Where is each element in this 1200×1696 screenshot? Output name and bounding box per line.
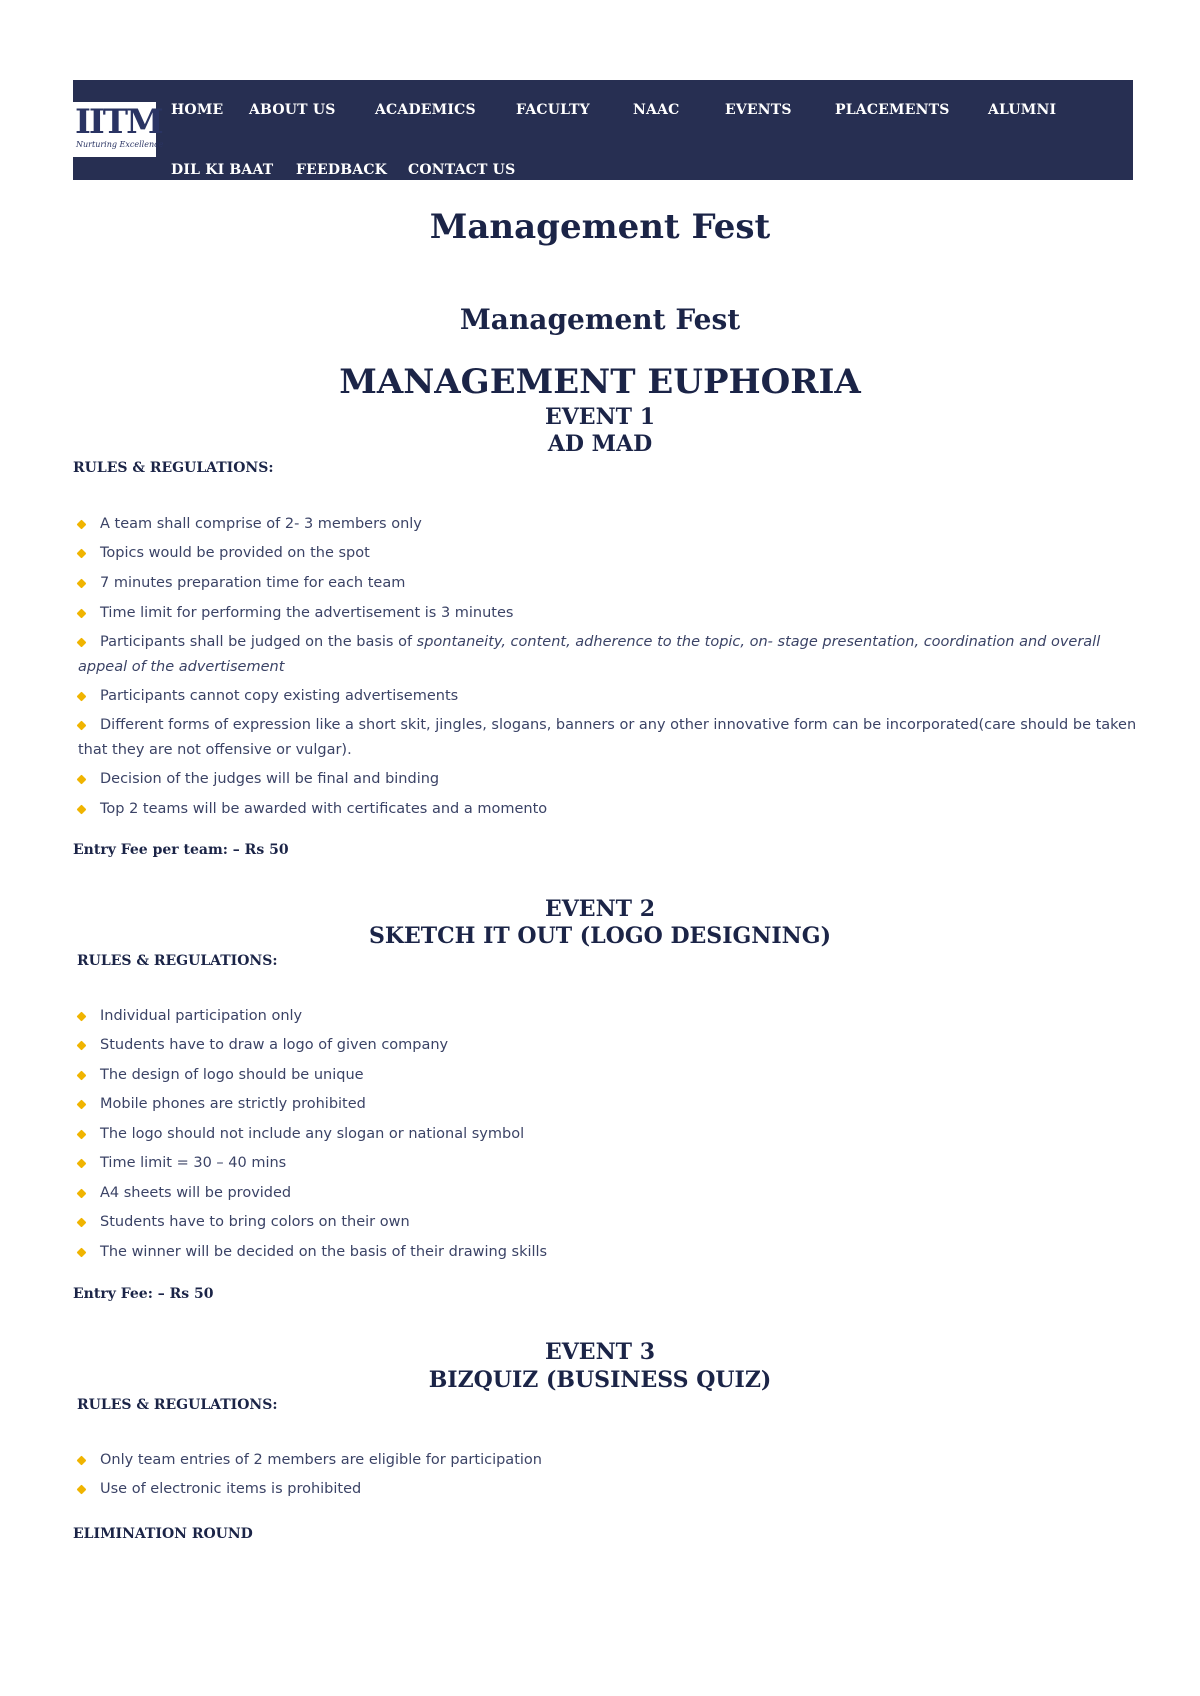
bullet-icon (77, 691, 87, 701)
nav-alumni[interactable]: ALUMNI (988, 102, 1057, 118)
event2-name: SKETCH IT OUT (LOGO DESIGNING) (369, 923, 831, 949)
list-item: Mobile phones are strictly prohibited (78, 1092, 1138, 1117)
list-item: Time limit = 30 – 40 mins (78, 1151, 1138, 1176)
section-subtitle: Management Fest (459, 303, 741, 336)
list-item: Individual participation only (78, 1004, 1138, 1029)
bullet-icon (77, 1040, 87, 1050)
bullet-icon (77, 1455, 87, 1465)
logo-text: IITM (75, 102, 162, 142)
list-item: Only team entries of 2 members are eligible for participation (78, 1448, 1138, 1473)
list-item: Time limit for performing the advertisement is 3 minutes (78, 601, 1138, 626)
bullet-icon (77, 1099, 87, 1109)
elimination-round-label: ELIMINATION ROUND (73, 1526, 253, 1542)
event2-number: EVENT 2 (544, 896, 656, 922)
bullet-icon (77, 1247, 87, 1257)
bullet-icon (77, 608, 87, 618)
bullet-icon (77, 1158, 87, 1168)
event1-rules-label: RULES & REGULATIONS: (73, 460, 274, 476)
list-item: The design of logo should be unique (78, 1063, 1138, 1088)
list-item: A4 sheets will be provided (78, 1181, 1138, 1206)
list-item: Participants shall be judged on the basis of spontaneity, content, adherence to the topic, on- stage presentation, coordination and overall appeal of the advertisement (78, 634, 1101, 675)
bullet-icon (77, 578, 87, 588)
list-item: Top 2 teams will be awarded with certificates and a momento (78, 797, 1138, 822)
event1-name: AD MAD (547, 431, 653, 457)
list-item: Use of electronic items is prohibited (78, 1477, 1138, 1502)
list-item: 7 minutes preparation time for each team (78, 571, 1138, 596)
list-item: A team shall comprise of 2- 3 members only (78, 512, 1138, 537)
bullet-icon (77, 1217, 87, 1227)
bullet-icon (77, 804, 87, 814)
event3-number: EVENT 3 (544, 1339, 656, 1365)
bullet-icon (77, 1188, 87, 1198)
event3-name: BIZQUIZ (BUSINESS QUIZ) (428, 1367, 772, 1393)
bullet-icon (77, 548, 87, 558)
nav-about-us[interactable]: ABOUT US (249, 102, 336, 118)
bullet-icon (77, 720, 87, 730)
nav-feedback[interactable]: FEEDBACK (296, 162, 388, 178)
list-item: Different forms of expression like a short skit, jingles, slogans, banners or any other innovative form can be incorporated(care should be taken that they are not offensive or vulgar). (78, 717, 1137, 758)
event1-number: EVENT 1 (544, 404, 656, 430)
nav-naac[interactable]: NAAC (633, 102, 680, 118)
logo-tagline: Nurturing Excellence (76, 140, 164, 149)
event3-rules-label: RULES & REGULATIONS: (77, 1397, 278, 1413)
bullet-icon (77, 637, 87, 647)
list-item: Decision of the judges will be final and binding (78, 767, 1138, 792)
event2-fee: Entry Fee: – Rs 50 (73, 1286, 214, 1302)
nav-home[interactable]: HOME (171, 102, 224, 118)
nav-placements[interactable]: PLACEMENTS (835, 102, 950, 118)
list-item: Students have to bring colors on their own (78, 1210, 1138, 1235)
list-item: The winner will be decided on the basis of their drawing skills (78, 1240, 1138, 1265)
nav-contact-us[interactable]: CONTACT US (408, 162, 516, 178)
bullet-icon (77, 519, 87, 529)
nav-dil-ki-baat[interactable]: DIL KI BAAT (171, 162, 274, 178)
nav-events[interactable]: EVENTS (725, 102, 792, 118)
bullet-icon (77, 774, 87, 784)
list-item: Topics would be provided on the spot (78, 541, 1138, 566)
nav-faculty[interactable]: FACULTY (516, 102, 590, 118)
list-item: Participants cannot copy existing advertisements (78, 684, 1138, 709)
bullet-icon (77, 1011, 87, 1021)
event2-rules-label: RULES & REGULATIONS: (77, 953, 278, 969)
top-navbar (73, 80, 1133, 180)
list-item: The logo should not include any slogan or national symbol (78, 1122, 1138, 1147)
bullet-icon (77, 1129, 87, 1139)
nav-academics[interactable]: ACADEMICS (375, 102, 476, 118)
bullet-icon (77, 1070, 87, 1080)
main-heading: MANAGEMENT EUPHORIA (339, 362, 861, 402)
site-logo[interactable] (73, 102, 164, 157)
list-item: Students have to draw a logo of given company (78, 1033, 1138, 1058)
event1-fee: Entry Fee per team: – Rs 50 (73, 842, 289, 858)
page-title: Management Fest (429, 207, 771, 247)
bullet-icon (77, 1484, 87, 1494)
